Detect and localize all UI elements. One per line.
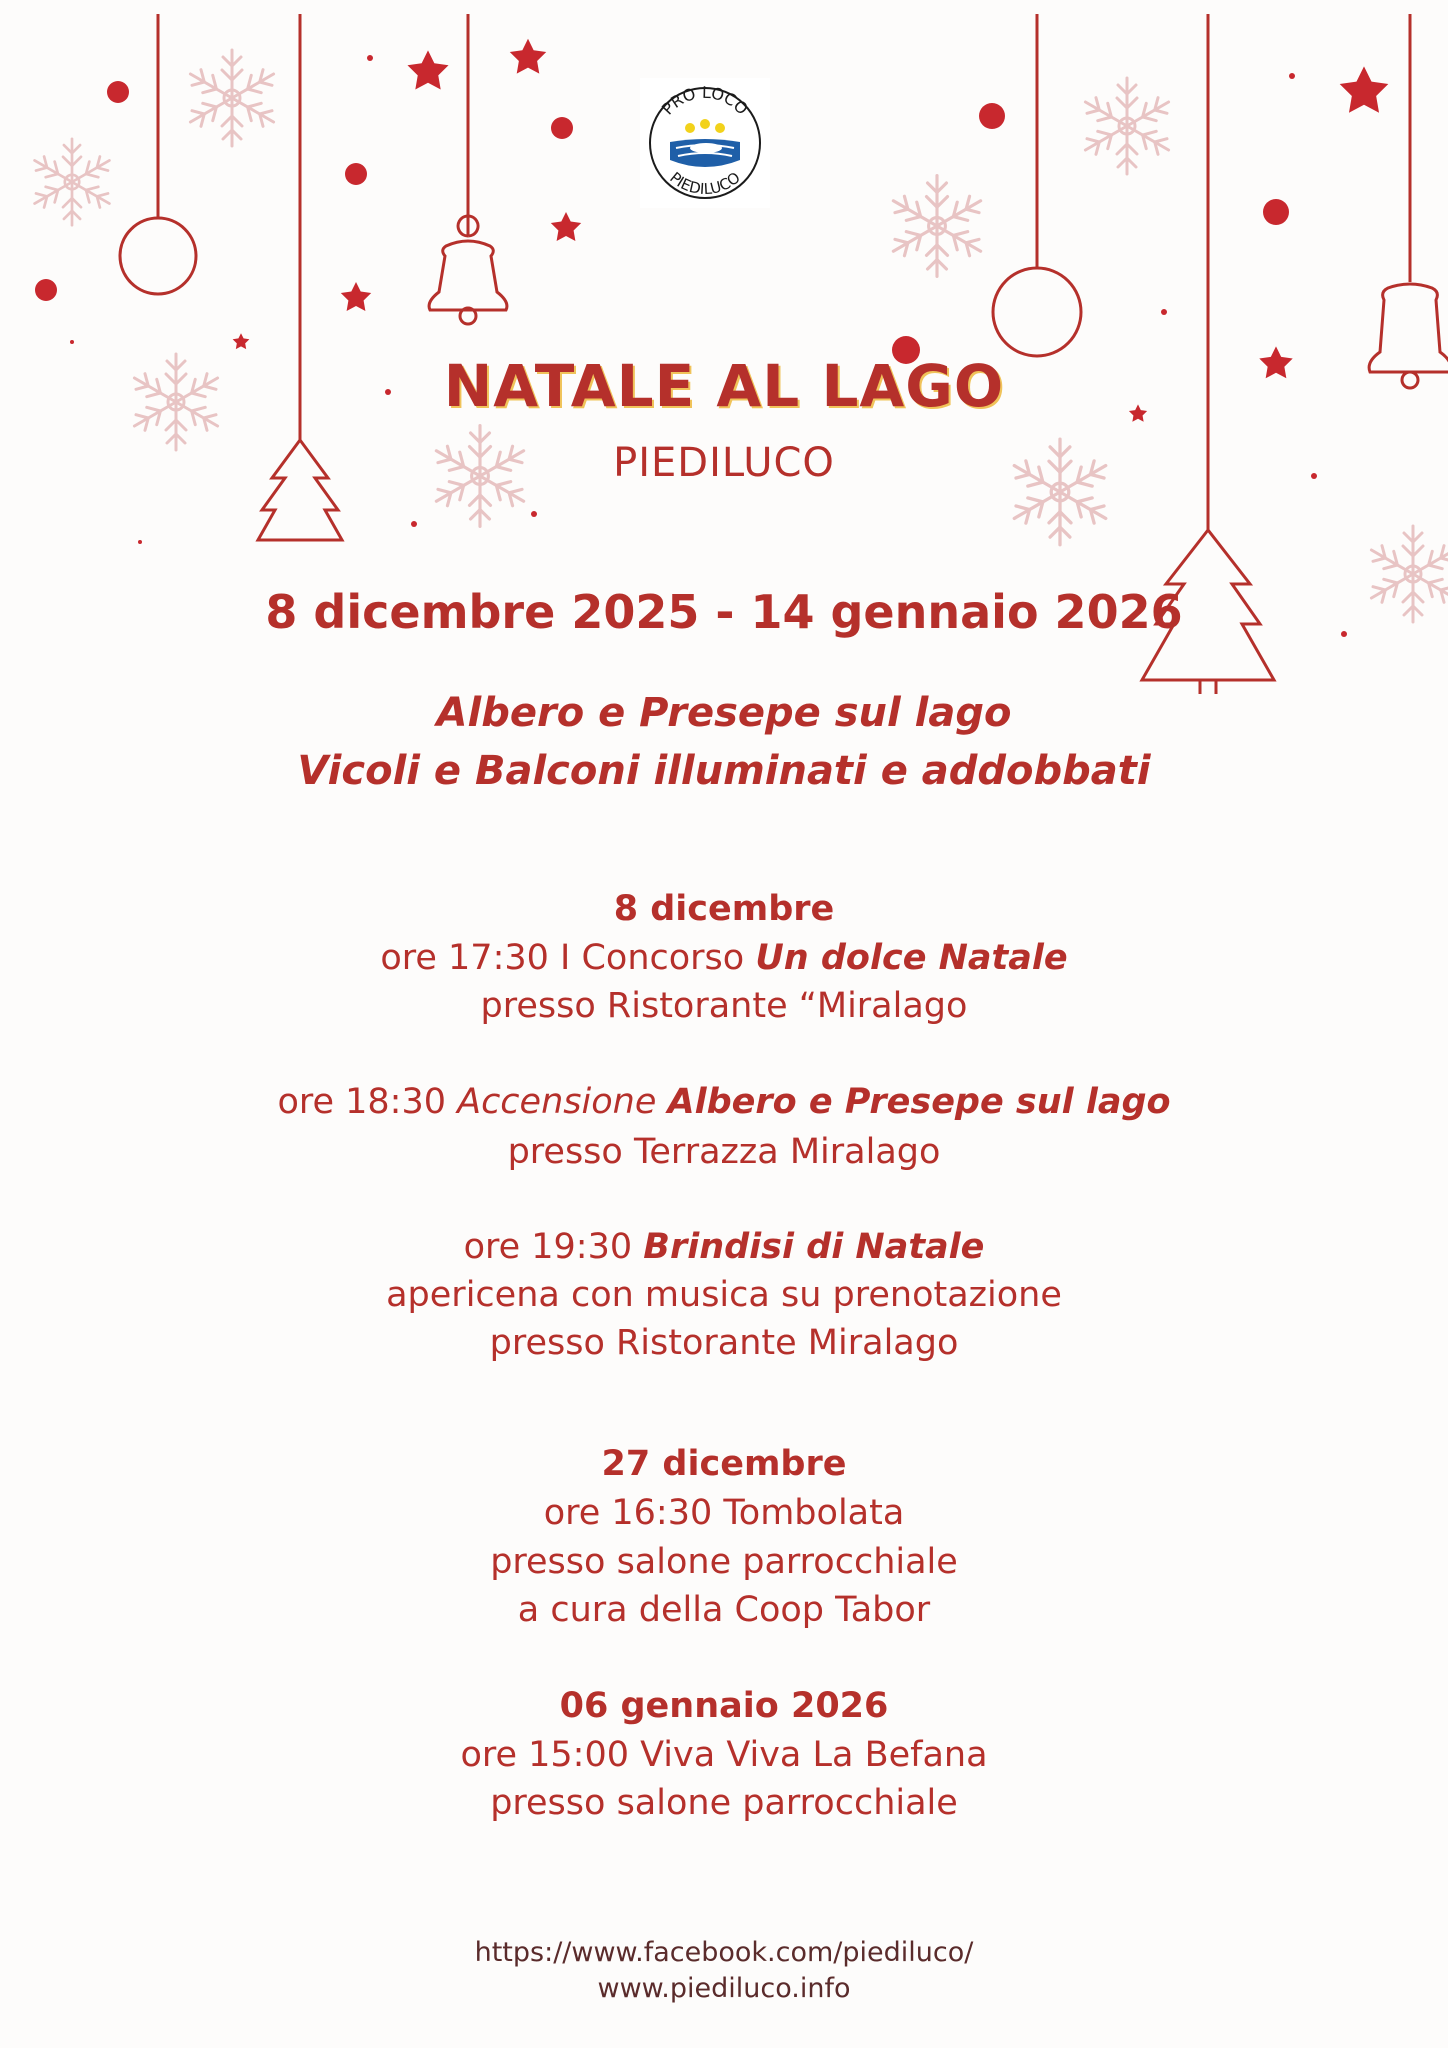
- event-line: ore 16:30 Tombolata: [543, 1493, 905, 1533]
- logo-top-text: PRO LOCO: [657, 82, 752, 119]
- snowflake-icon: [30, 139, 114, 225]
- snowflake-icon: [1080, 78, 1173, 174]
- snowflake-icon: [185, 50, 278, 146]
- snowflake-icon: [888, 176, 986, 277]
- event-description: apericena con musica su prenotazione: [386, 1275, 1062, 1315]
- event-place: presso salone parrocchiale: [490, 1783, 958, 1823]
- logo-bottom-text: PIEDILUCO: [666, 168, 744, 199]
- day-27-dicembre-date: 27 dicembre: [601, 1444, 847, 1484]
- event-place: presso Ristorante “Miralago: [480, 986, 968, 1026]
- event-organizer: a cura della Coop Tabor: [517, 1590, 931, 1630]
- page-title: NATALE AL LAGO: [443, 352, 1005, 420]
- event-place: presso salone parrocchiale: [490, 1542, 958, 1582]
- pro-loco-logo: [640, 78, 770, 208]
- event-name: Albero e Presepe sul lago: [667, 1082, 1171, 1122]
- event-time: ore 18:30: [277, 1082, 458, 1122]
- event-name: Un dolce Natale: [755, 938, 1068, 978]
- event-dates: 8 dicembre 2025 - 14 gennaio 2026: [265, 585, 1183, 639]
- event-action: Accensione: [457, 1082, 657, 1122]
- event-time: ore 17:30 I Concorso: [380, 938, 756, 978]
- event-name: Brindisi di Natale: [643, 1227, 985, 1267]
- tagline-1: Albero e Presepe sul lago: [436, 690, 1012, 736]
- event-place: presso Ristorante Miralago: [489, 1323, 959, 1363]
- event-line: [0, 1223, 1448, 1271]
- tagline-2: Vicoli e Balconi illuminati e addobbati: [297, 748, 1151, 794]
- website-link[interactable]: www.piediluco.info: [597, 1973, 851, 2004]
- event-line: [0, 1078, 1448, 1126]
- page-subtitle: PIEDILUCO: [613, 440, 835, 486]
- day-06-gennaio-date: 06 gennaio 2026: [559, 1686, 889, 1726]
- event-line: ore 15:00 Viva Viva La Befana: [460, 1735, 988, 1775]
- event-line: [0, 934, 1448, 982]
- day-8-dicembre-date: 8 dicembre: [613, 889, 835, 929]
- facebook-link[interactable]: https://www.facebook.com/piediluco/: [474, 1937, 974, 1968]
- event-time: ore 19:30: [463, 1227, 644, 1267]
- event-place: presso Terrazza Miralago: [507, 1132, 941, 1172]
